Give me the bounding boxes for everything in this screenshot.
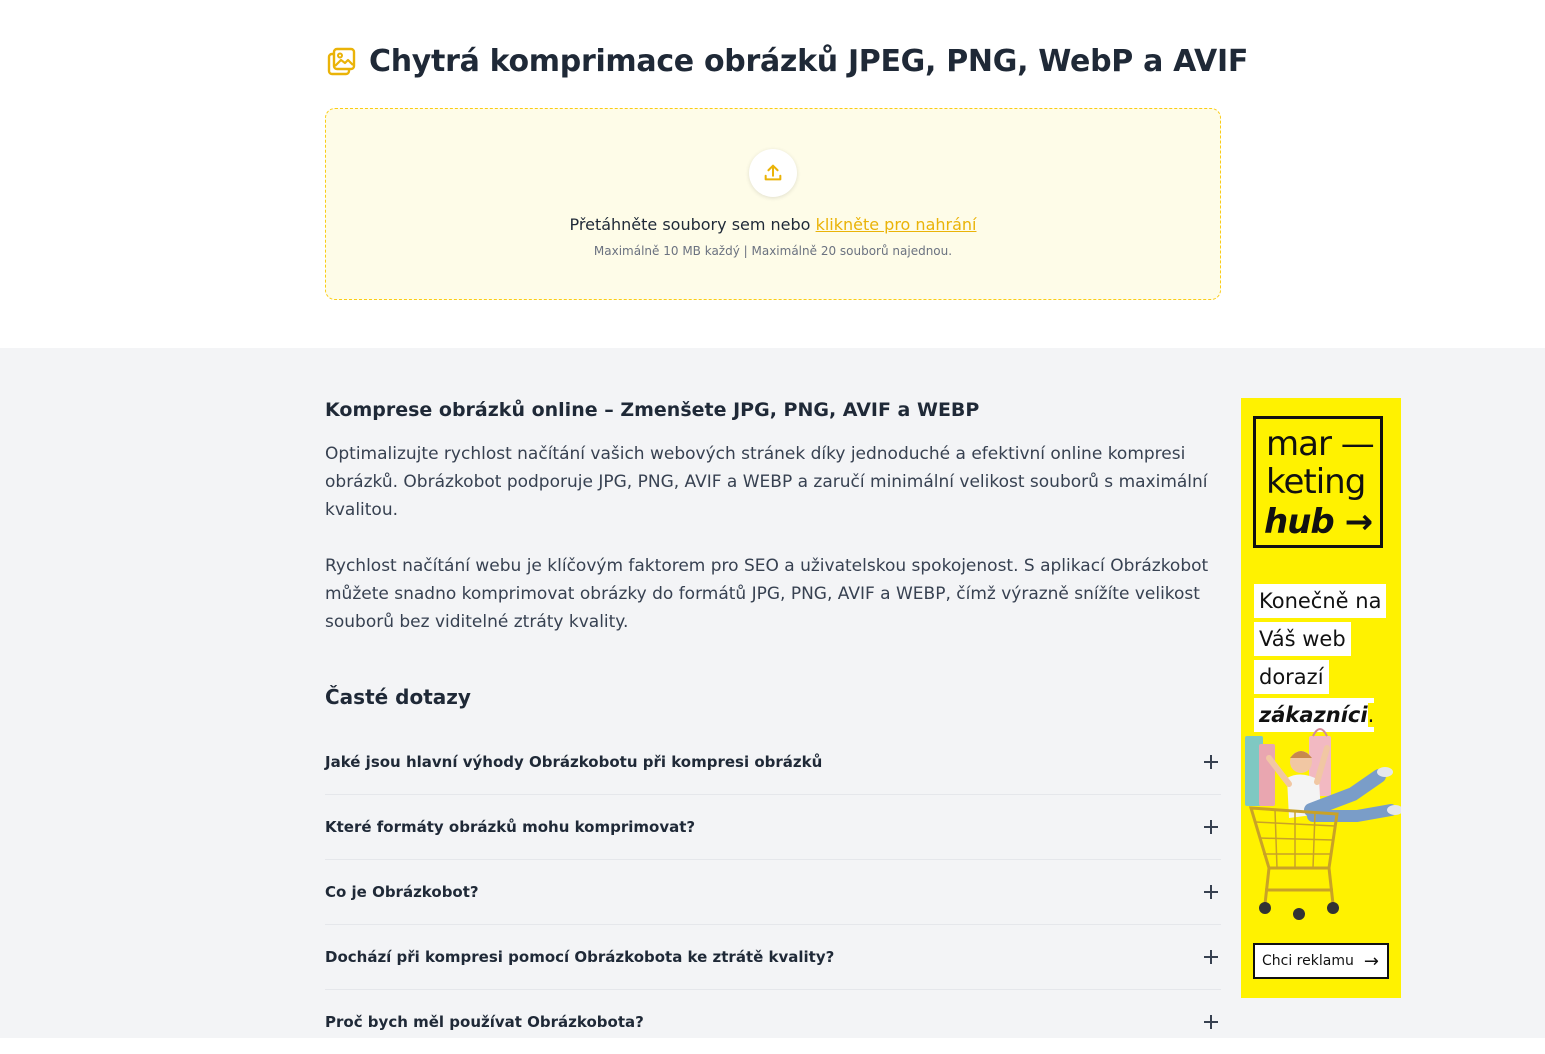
shopping-cart-illustration [1241,718,1401,928]
plus-icon[interactable] [1203,949,1219,965]
article-heading: Komprese obrázků online – Zmenšete JPG, PNG, AVIF a WEBP [325,399,980,421]
ad-text-line-2: Váš web [1254,622,1351,656]
dropzone-limits: Maximálně 10 MB každý | Maximálně 20 souborů najednou. [593,244,953,258]
ad-logo [1253,416,1383,548]
faq-item[interactable] [325,925,1221,990]
upload-button[interactable] [749,149,797,197]
faq-list [325,730,1221,1054]
upload-icon [762,162,784,184]
ad-period: . [1367,703,1375,727]
faq-title: Časté dotazy [325,685,471,709]
faq-item[interactable] [325,990,1221,1054]
file-dropzone[interactable] [325,108,1221,300]
faq-question: Co je Obrázkobot? [325,883,479,901]
faq-item[interactable] [325,860,1221,925]
page-title: Chytrá komprimace obrázků JPEG, PNG, WebP a AVIF [369,44,1249,79]
faq-question: Dochází při kompresi pomocí Obrázkobota ke ztrátě kvality? [325,948,835,966]
ad-cta-label: Chci reklamu [1262,953,1354,969]
ad-text-line-1: Konečně na [1254,584,1386,618]
ad-logo-line-3: hub → [1264,502,1373,542]
plus-icon[interactable] [1203,884,1219,900]
faq-question: Proč bych měl používat Obrázkobota? [325,1013,644,1031]
article [325,398,1221,1031]
page-header [325,44,1248,79]
ad-logo-line-1: mar — [1266,424,1374,464]
upload-link[interactable]: klikněte pro nahrání [815,215,977,234]
plus-icon[interactable] [1203,1014,1219,1030]
ad-text-line-3: dorazí [1254,660,1329,694]
faq-item[interactable] [325,795,1221,860]
plus-icon[interactable] [1203,819,1219,835]
faq-item[interactable] [325,730,1221,795]
ad-cta-button[interactable] [1253,943,1389,979]
dropzone-text [326,215,1220,234]
advertisement-banner[interactable] [1241,398,1401,998]
faq-question: Jaké jsou hlavní výhody Obrázkobotu při kompresi obrázků [325,753,823,771]
dropzone-instruction: Přetáhněte soubory sem nebo [569,215,816,234]
article-paragraph-2: Rychlost načítání webu je klíčovým faktorem pro SEO a uživatelskou spokojenost. S aplikací Obrázkobot můžete snadno komprimovat obrázky do formátů JPG, PNG, AVIF a WEBP, čímž výrazně snížíte velikost souborů bez viditelné ztráty kvality. [325,556,1209,632]
upload-section [0,0,1545,348]
ad-logo-line-2: keting [1266,462,1366,502]
faq-question: Které formáty obrázků mohu komprimovat? [325,818,696,836]
ad-emphasis: zákazníci [1259,703,1368,727]
article-paragraph-1: Optimalizujte rychlost načítání vašich webových stránek díky jednoduché a efektivní online kompresi obrázků. Obrázkobot podporuje JPG, PNG, AVIF a WEBP a zaručí minimální velikost souborů s maximální kvalitou. [325,444,1208,520]
images-icon [325,46,357,78]
arrow-right-icon: → [1363,951,1379,972]
plus-icon[interactable] [1203,754,1219,770]
